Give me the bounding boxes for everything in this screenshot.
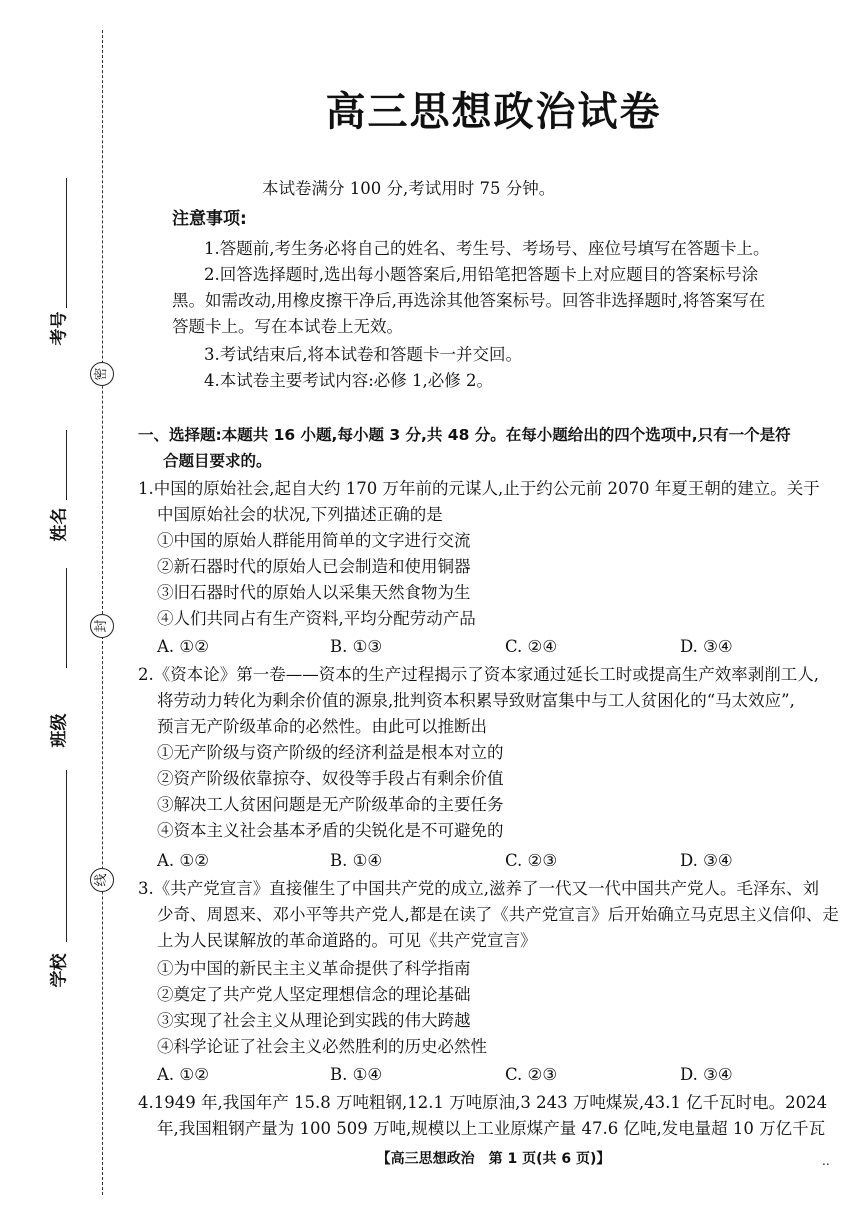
option-d[interactable]: D. ③④	[680, 1065, 733, 1084]
question-item: ②新石器时代的原始人已会制造和使用铜器	[157, 557, 471, 576]
option-c[interactable]: C. ②④	[505, 637, 558, 656]
question-stem: 2.《资本论》第一卷——资本的生产过程揭示了资本家通过延长工时或提高生产效率剥削工人,	[138, 665, 819, 684]
option-a[interactable]: A. ①②	[157, 1065, 209, 1084]
question-stem: 3.《共产党宣言》直接催生了中国共产党的成立,滋养了一代又一代中国共产党人。毛泽东、刘	[138, 879, 819, 898]
question-item: ②奠定了共产党人坚定理想信念的理论基础	[157, 985, 471, 1004]
question-item: ④科学论证了社会主义必然胜利的历史必然性	[157, 1037, 487, 1056]
question-stem: 少奇、周恩来、邓小平等共产党人,都是在读了《共产党宣言》后开始确立马克思主义信仰、走	[157, 905, 839, 924]
exam-intro: 本试卷满分 100 分,考试用时 75 分钟。	[262, 179, 556, 198]
seal-mi: 密	[90, 362, 114, 386]
option-a[interactable]: A. ①②	[157, 637, 209, 656]
question-item: ③解决工人贫困问题是无产阶级革命的主要任务	[157, 795, 504, 814]
option-b[interactable]: B. ①④	[330, 851, 383, 870]
question-stem: 上为人民谋解放的革命道路的。可见《共产党宣言》	[157, 931, 537, 950]
question-stem: 预言无产阶级革命的必然性。由此可以推断出	[157, 717, 487, 736]
question-stem: 4.1949 年,我国年产 15.8 万吨粗钢,12.1 万吨原油,3 243 万吨煤炭,43.1 亿千瓦时电。2024	[138, 1093, 828, 1112]
question-item: ①中国的原始人群能用简单的文字进行交流	[157, 531, 471, 550]
field-label-school: 学校	[49, 953, 70, 988]
note-line: 1.答题前,考生务必将自己的姓名、考生号、考场号、座位号填写在答题卡上。	[204, 239, 770, 258]
question-item: ②资产阶级依靠掠夺、奴役等手段占有剩余价值	[157, 769, 504, 788]
field-line-school[interactable]	[66, 862, 67, 942]
question-item: ④资本主义社会基本矛盾的尖锐化是不可避免的	[157, 821, 504, 840]
footer-mark: ..	[822, 1154, 830, 1168]
field-line-name[interactable]	[66, 430, 67, 500]
question-stem: 中国原始社会的状况,下列描述正确的是	[157, 505, 443, 524]
question-item: ①无产阶级与资产阶级的经济利益是根本对立的	[157, 743, 504, 762]
note-line: 2.回答选择题时,选出每小题答案后,用铅笔把答题卡上对应题目的答案标号涂	[204, 265, 759, 284]
question-item: ③实现了社会主义从理论到实践的伟大跨越	[157, 1011, 471, 1030]
option-c[interactable]: C. ②③	[505, 851, 558, 870]
note-line: 答题卡上。写在本试卷上无效。	[172, 317, 403, 336]
question-stem: 1.中国的原始社会,起自大约 170 万年前的元谋人,止于约公元前 2070 年夏王朝的建立。关于	[138, 479, 820, 498]
binding-dashed-line	[102, 30, 103, 1195]
question-item: ①为中国的新民主主义革命提供了科学指南	[157, 959, 471, 978]
question-stem: 将劳动力转化为剩余价值的源泉,批判资本积累导致财富集中与工人贫困化的“马太效应”,	[157, 691, 795, 710]
option-a[interactable]: A. ①②	[157, 851, 209, 870]
field-label-name: 姓名	[49, 507, 70, 542]
option-b[interactable]: B. ①④	[330, 1065, 383, 1084]
seal-xian: 线	[90, 868, 114, 892]
page-title: 高三思想政治试卷	[325, 89, 662, 135]
note-line: 黑。如需改动,用橡皮擦干净后,再选涂其他答案标号。回答非选择题时,将答案写在	[172, 291, 766, 310]
option-d[interactable]: D. ③④	[680, 851, 733, 870]
question-stem: 年,我国粗钢产量为 100 509 万吨,规模以上工业原煤产量 47.6 亿吨,发电量超 10 万亿千瓦	[157, 1119, 826, 1138]
field-label-class: 班级	[49, 713, 70, 748]
note-line: 4.本试卷主要考试内容:必修 1,必修 2。	[204, 371, 494, 390]
question-item: ③旧石器时代的原始人以采集天然食物为生	[157, 583, 471, 602]
option-d[interactable]: D. ③④	[680, 637, 733, 656]
option-b[interactable]: B. ①③	[330, 637, 383, 656]
section-heading: 一、选择题:本题共 16 小题,每小题 3 分,共 48 分。在每小题给出的四个选项中,只有一个是符	[138, 426, 791, 444]
option-c[interactable]: C. ②③	[505, 1065, 558, 1084]
field-label-exam-number: 考号	[49, 311, 70, 346]
section-heading-cont: 合题目要求的。	[163, 452, 272, 470]
notes-heading: 注意事项:	[172, 209, 247, 229]
field-line-name-lower[interactable]	[66, 568, 67, 668]
note-line: 3.考试结束后,将本试卷和答题卡一并交回。	[204, 345, 522, 364]
field-line-exam-number[interactable]	[66, 178, 67, 308]
page-footer: 【高三思想政治 第 1 页(共 6 页)】	[376, 1151, 611, 1167]
question-item: ④人们共同占有生产资料,平均分配劳动产品	[157, 609, 476, 628]
seal-feng: 封	[90, 614, 114, 638]
